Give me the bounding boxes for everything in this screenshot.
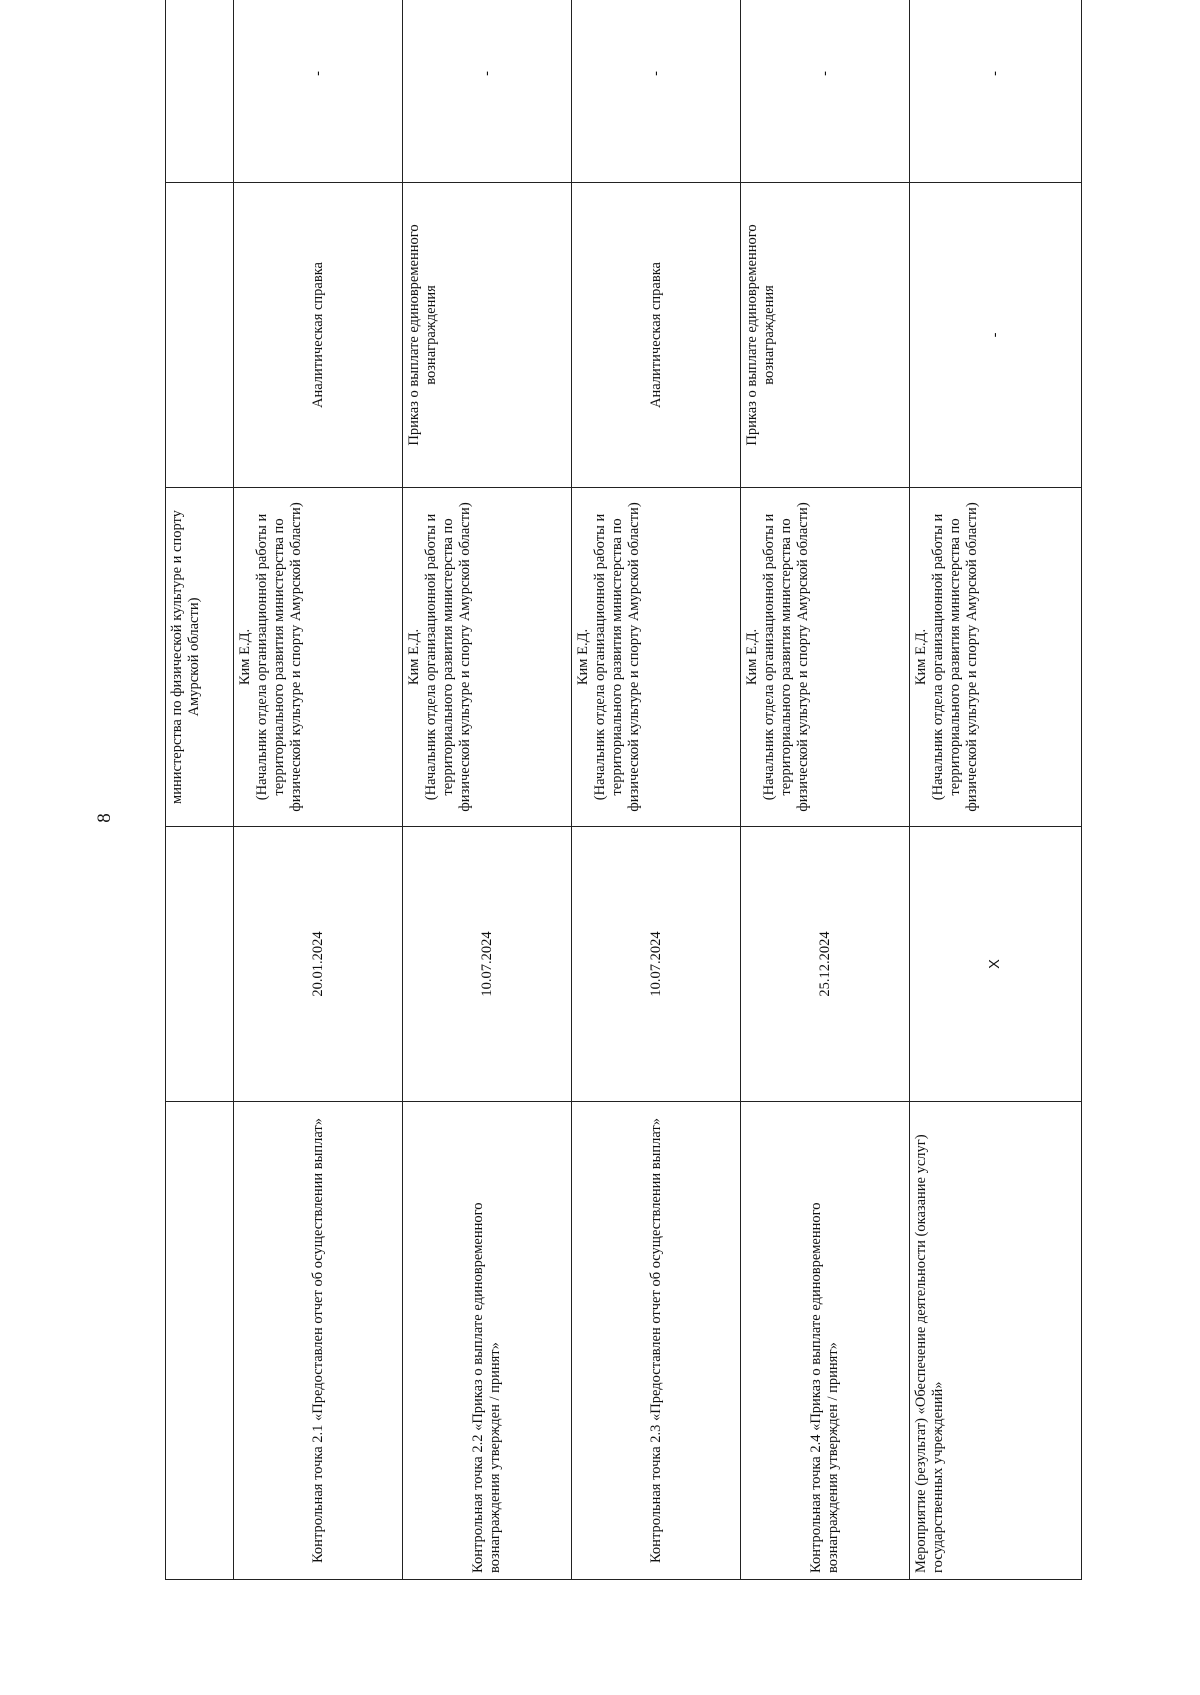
cell-date: 25.12.2024 [741, 827, 910, 1102]
cell-document: - [910, 183, 1082, 488]
cell-document: Приказ о выплате единовременного вознаграждения [741, 183, 910, 488]
cell-date: 10.07.2024 [572, 827, 741, 1102]
cell-info: - [403, 0, 572, 183]
cell-responsible [403, 488, 572, 827]
cell-control-point-name: Контрольная точка 2.2 «Приказ о выплате единовременного вознаграждения утвержден / принят» [403, 1102, 572, 1580]
rotated-table-container [165, 30, 1080, 1580]
cell-name-empty [166, 1102, 234, 1580]
cell-document: Приказ о выплате единовременного вознаграждения [403, 183, 572, 488]
responsible-text: Ким Е.Д. (Начальник отдела организационной работы и территориального развития министерства по физической культуре и спорту Амурской области) [913, 502, 980, 812]
page-number [96, 803, 114, 833]
cell-date: 20.01.2024 [234, 827, 403, 1102]
table-row [572, 0, 741, 1580]
table-row [910, 0, 1082, 1580]
cell-responsible [234, 488, 403, 827]
cell-activity-name: Мероприятие (результат) «Обеспечение деятельности (оказание услуг) государственных учреждений» [910, 1102, 1082, 1580]
cell-control-point-name: Контрольная точка 2.3 «Предоставлен отчет об осуществлении выплат» [572, 1102, 741, 1580]
page-number-text: 8 [94, 813, 115, 823]
responsible-text: Ким Е.Д. (Начальник отдела организационной работы и территориального развития министерства по физической культуре и спорту Амурской области) [406, 502, 473, 812]
cell-responsible [910, 488, 1082, 827]
responsible-text: Ким Е.Д. (Начальник отдела организационной работы и территориального развития министерства по физической культуре и спорту Амурской области) [237, 502, 304, 812]
cell-control-point-name: Контрольная точка 2.1 «Предоставлен отчет об осуществлении выплат» [234, 1102, 403, 1580]
cell-date: 10.07.2024 [403, 827, 572, 1102]
cell-responsible-continuation: министерства по физической культуре и спорту Амурской области) [166, 488, 234, 827]
table-row [741, 0, 910, 1580]
table-row [234, 0, 403, 1580]
cell-control-point-name: Контрольная точка 2.4 «Приказ о выплате единовременного вознаграждения утвержден / принят» [741, 1102, 910, 1580]
cell-info: - [910, 0, 1082, 183]
responsible-text: Ким Е.Д. (Начальник отдела организационной работы и территориального развития министерства по физической культуре и спорту Амурской области) [744, 502, 811, 812]
cell-info: - [741, 0, 910, 183]
cell-responsible [741, 488, 910, 827]
table-row [403, 0, 572, 1580]
table-row-continuation [166, 0, 234, 1580]
cell-document-empty [166, 183, 234, 488]
cell-info: - [572, 0, 741, 183]
cell-info: - [234, 0, 403, 183]
cell-document: Аналитическая справка [234, 183, 403, 488]
cell-date: X [910, 827, 1082, 1102]
control-points-table [165, 0, 1082, 1580]
responsible-text: Ким Е.Д. (Начальник отдела организационной работы и территориального развития министерства по физической культуре и спорту Амурской области) [575, 502, 642, 812]
cell-responsible [572, 488, 741, 827]
cell-date-empty [166, 827, 234, 1102]
cell-info-empty [166, 0, 234, 183]
cell-document: Аналитическая справка [572, 183, 741, 488]
